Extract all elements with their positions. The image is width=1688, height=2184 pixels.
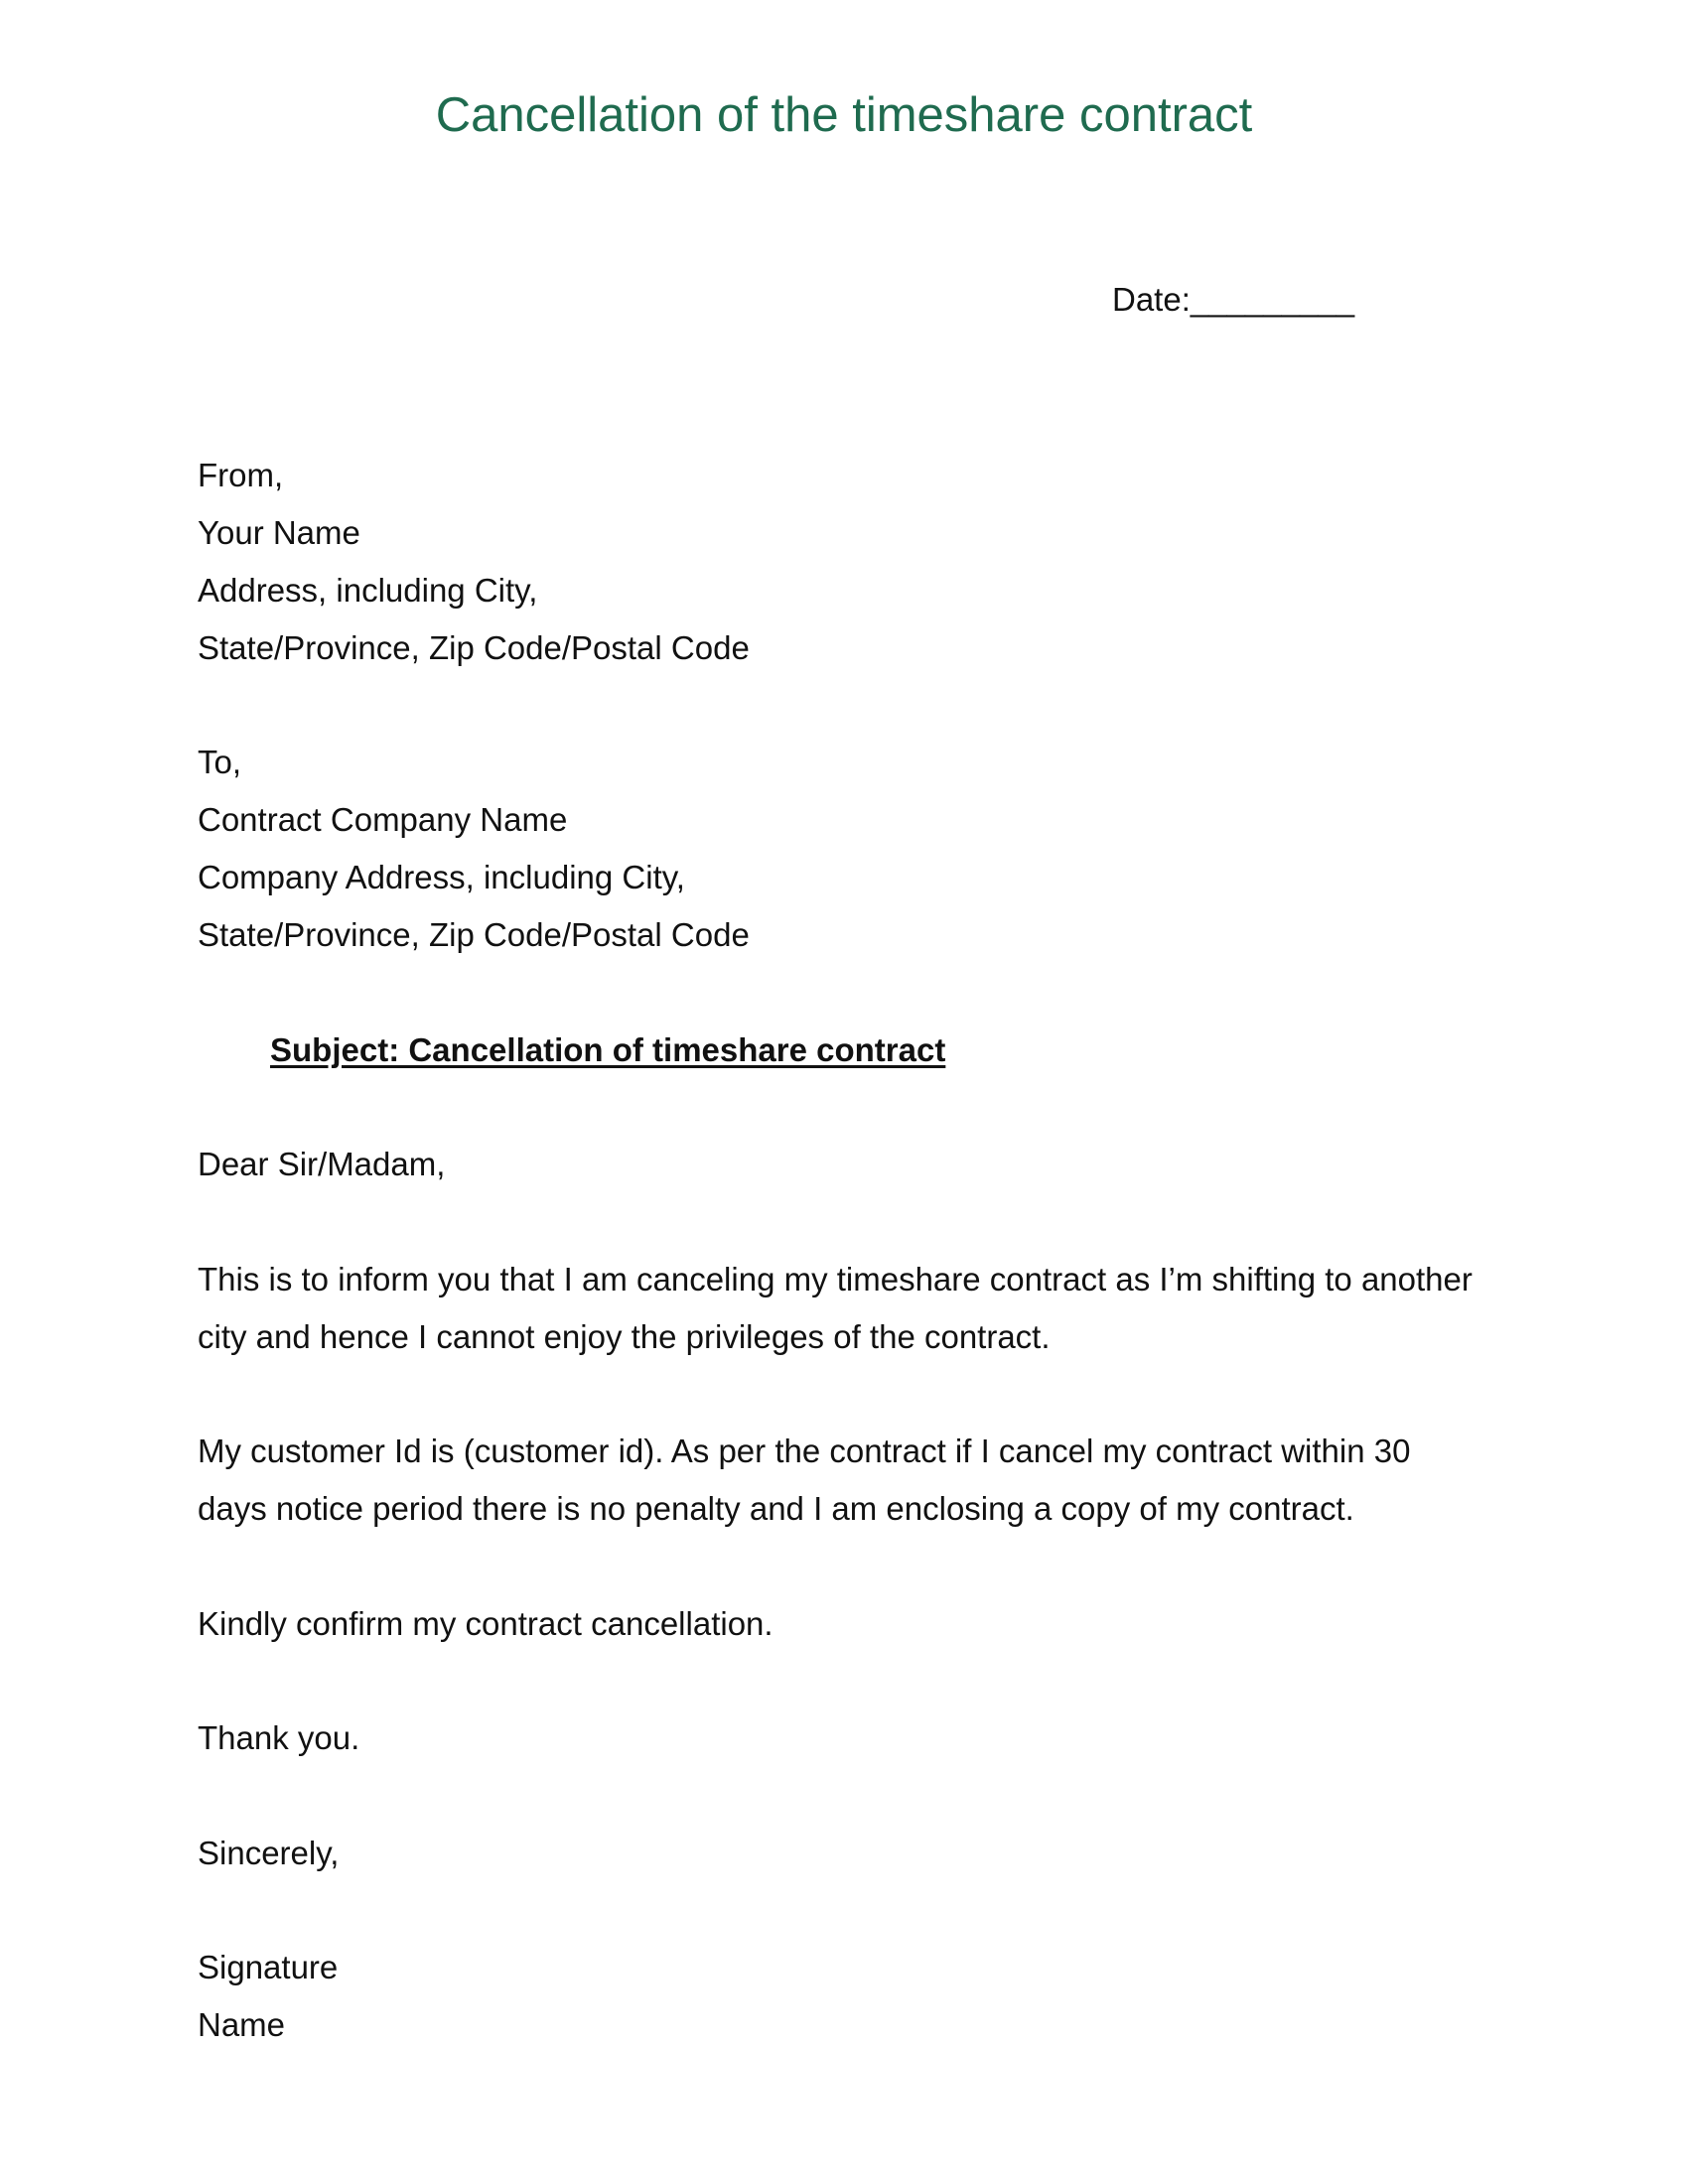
salutation: Dear Sir/Madam, [198,1146,446,1182]
paragraph-2-line-2: days notice period there is no penalty and I am enclosing a copy of my contract. [198,1490,1354,1527]
thanks-line: Thank you. [198,1719,360,1756]
document-title: Cancellation of the timeshare contract [435,88,1253,142]
signature-line: Signature [198,1949,339,1985]
sender-address-line1: Address, including City, [198,572,538,609]
sender-address-line2: State/Province, Zip Code/Postal Code [198,629,750,666]
sender-name: Your Name [198,514,360,551]
signer-name: Name [198,2006,286,2043]
recipient-address-line1: Company Address, including City, [198,859,685,895]
closing-line: Sincerely, [198,1835,340,1871]
to-heading: To, [198,744,242,780]
paragraph-1-line-1: This is to inform you that I am canceling my timeshare contract as I’m shifting to another [198,1261,1473,1297]
paragraph-2-line-1: My customer Id is (customer id). As per the contract if I cancel my contract within 30 [198,1433,1411,1469]
recipient-address-line2: State/Province, Zip Code/Postal Code [198,916,750,953]
subject-line: Subject: Cancellation of timeshare contract [270,1031,946,1068]
recipient-company: Contract Company Name [198,801,568,838]
from-heading: From, [198,457,284,493]
date-field: Date:_________ [1112,281,1355,318]
paragraph-1-line-2: city and hence I cannot enjoy the privileges of the contract. [198,1318,1051,1355]
paragraph-3: Kindly confirm my contract cancellation. [198,1605,774,1642]
